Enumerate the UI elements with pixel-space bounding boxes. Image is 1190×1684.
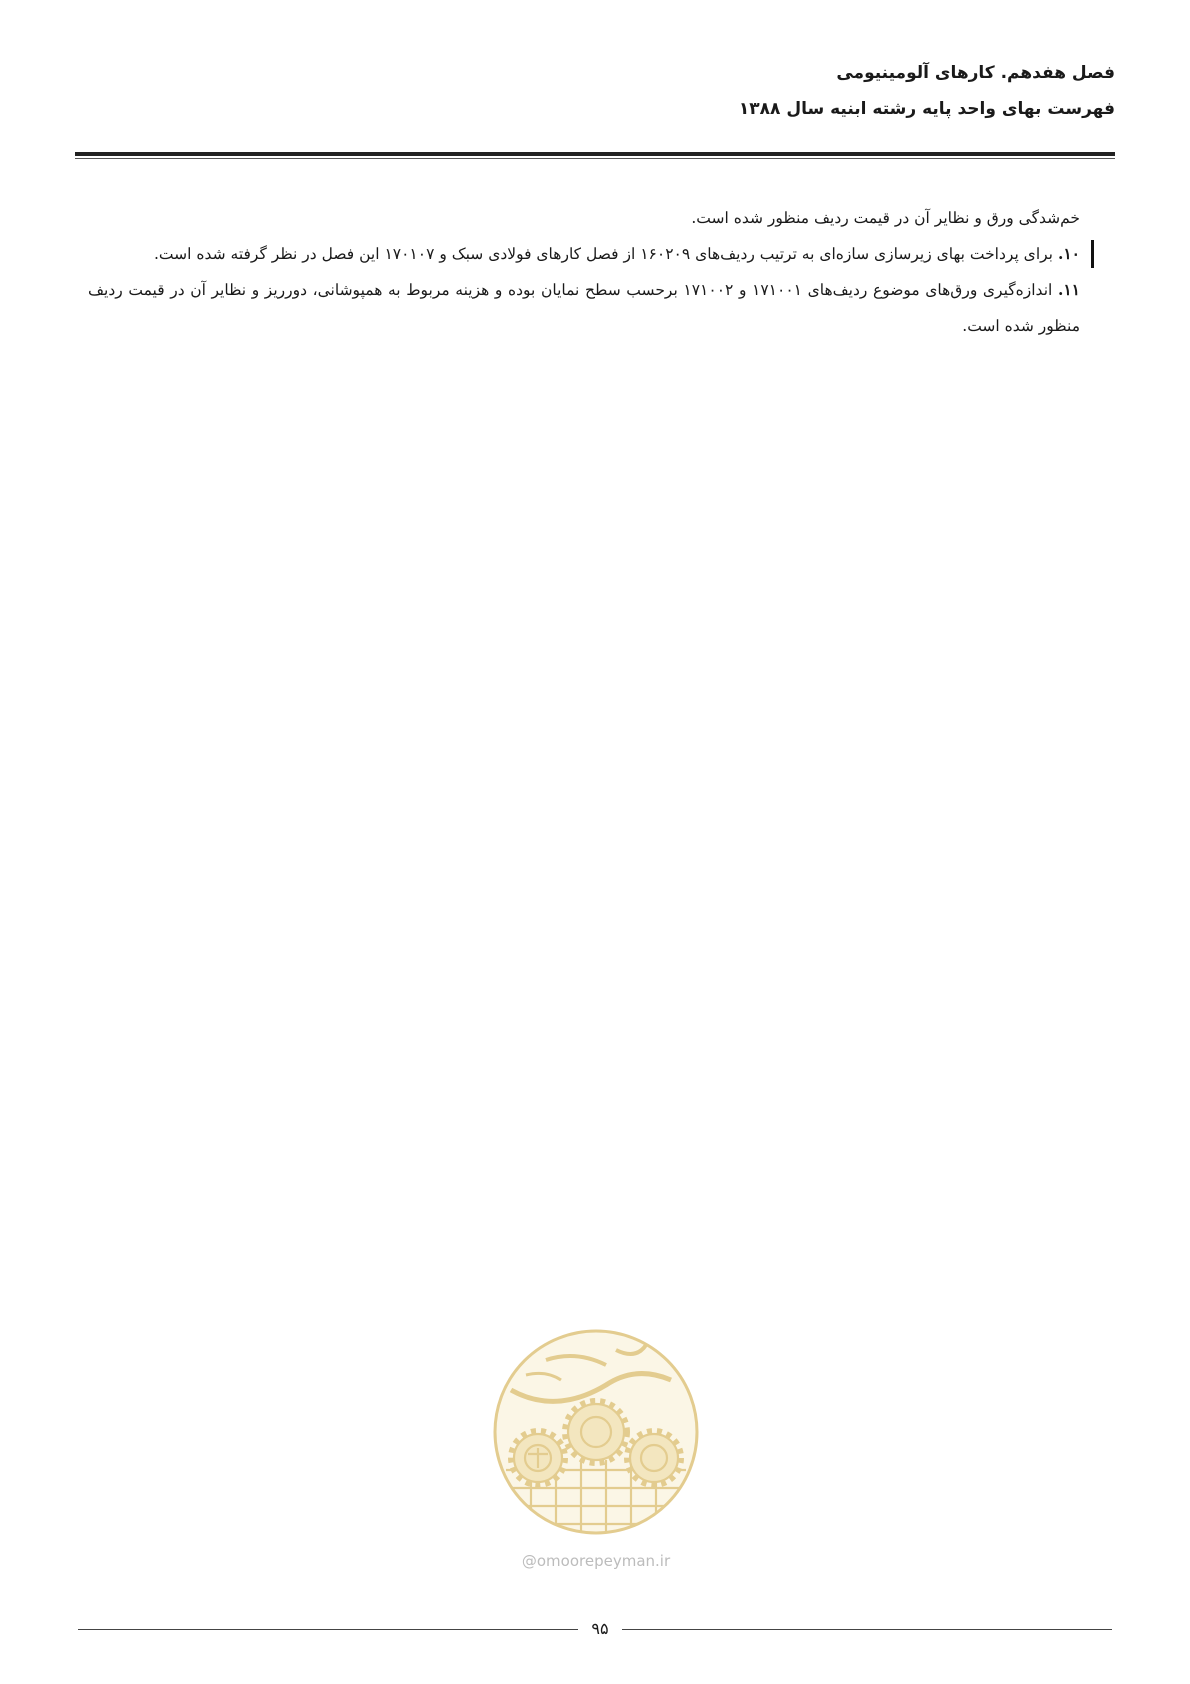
header-divider-thin xyxy=(75,158,1115,159)
watermark xyxy=(486,1320,706,1580)
page-number: ۹۵ xyxy=(591,1619,609,1638)
note-text: برای پرداخت بهای زیرسازی سازه‌ای به ترتیب ردیف‌های ۱۶۰۲۰۹ از فصل کارهای فولادی سبک و ۱۷۰۱۰۷ این فصل در نظر گرفته شده است. xyxy=(153,245,1053,263)
footer-divider-left xyxy=(78,1629,578,1630)
book-title: فهرست بهای واحد پایه رشته ابنیه سال ۱۳۸۸ xyxy=(738,99,1115,119)
footer-divider-right xyxy=(622,1629,1112,1630)
page-body xyxy=(88,200,1080,344)
note-number: ۱۰. xyxy=(1057,244,1080,263)
note-text: اندازه‌گیری ورق‌های موضوع ردیف‌های ۱۷۱۰۰۱ و ۱۷۱۰۰۲ برحسب سطح نمایان بوده و هزینه مربوط به همپوشانی، دورریز و نظایر آن در قیمت ردیف منظور شده است. xyxy=(88,281,1080,335)
chapter-title: فصل هفدهم. کارهای آلومینیومی xyxy=(836,63,1115,83)
omoore-peyman-seal-icon xyxy=(486,1320,706,1545)
note-11 xyxy=(88,272,1080,344)
continuation-paragraph: خم‌شدگی ورق و نظایر آن در قیمت ردیف منظور شده است. xyxy=(691,209,1080,227)
header-divider-thick xyxy=(75,152,1115,156)
watermark-caption: @omoorepeyman.ir xyxy=(521,1552,671,1570)
note-10 xyxy=(88,236,1080,272)
note-number: ۱۱. xyxy=(1057,280,1080,299)
